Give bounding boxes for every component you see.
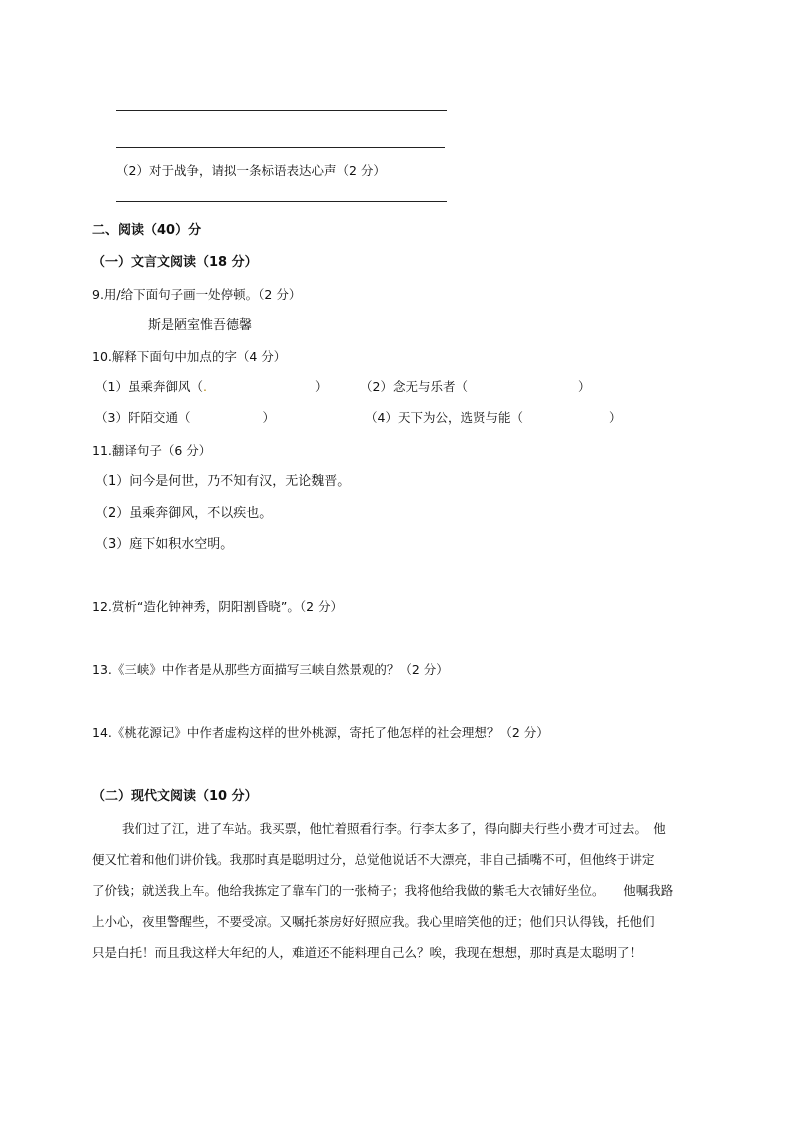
passage-line-2: 便又忙着和他们讲价钱。我那时真是聪明过分，总觉他说话不大漂亮，非自己插嘴不可，但他终于讲定 xyxy=(92,852,655,867)
passage-line-4: 上小心，夜里警醒些，不要受凉。又嘱托茶房好好照应我。我心里暗笑他的迂；他们只认得钱，托他们 xyxy=(92,914,655,929)
question-10-item-2 xyxy=(360,378,590,396)
part-heading-classical: （一）文言文阅读（18 分） xyxy=(92,255,258,270)
answer-line-3 xyxy=(116,201,447,202)
question-10-item-4 xyxy=(365,409,621,427)
question-10: 10.解释下面句中加点的字（4 分） xyxy=(92,349,287,364)
answer-line-1 xyxy=(116,110,447,111)
question-11-item-2: （2）虽乘奔御风，不以疾也。 xyxy=(95,506,273,521)
section-heading-reading: 二、阅读（40）分 xyxy=(92,223,202,238)
answer-line-2 xyxy=(116,147,445,148)
question-11-item-3: （3）庭下如积水空明。 xyxy=(95,537,234,552)
question-9-sentence: 斯是陋室惟吾德馨 xyxy=(148,318,253,333)
passage-line-5: 只是白托！而且我这样大年纪的人，难道还不能料理自己么？唉，我现在想想，那时真是太聪明了！ xyxy=(92,945,643,960)
part-heading-modern: （二）现代文阅读（10 分） xyxy=(92,789,258,804)
passage-line-3: 了价钱；就送我上车。他给我拣定了靠车门的一张椅子；我将他给我做的紫毛大衣铺好坐位。 他嘱我路 xyxy=(92,883,674,898)
question-11: 11.翻译句子（6 分） xyxy=(92,443,212,458)
question-9: 9.用/给下面句子画一处停顿。（2 分） xyxy=(92,287,302,302)
item-label: （4）天下为公，选贤与能（ xyxy=(365,410,523,425)
item-label: （2）念无与乐者（ xyxy=(360,379,468,394)
item-close: ） xyxy=(314,379,328,394)
item-close: ） xyxy=(577,379,591,394)
question-2-sub: （2）对于战争，请拟一条标语表达心声（2 分） xyxy=(116,163,386,178)
question-10-item-3 xyxy=(95,409,275,427)
question-11-item-1: （1）问今是何世，乃不知有汉，无论魏晋。 xyxy=(95,474,351,489)
question-12: 12.赏析“造化钟神秀，阴阳割昏晓”。（2 分） xyxy=(92,599,344,614)
item-label: （1）虽乘奔御风（ xyxy=(95,379,203,394)
question-13: 13.《三峡》中作者是从那些方面描写三峡自然景观的？（2 分） xyxy=(92,662,449,677)
question-10-item-1 xyxy=(95,378,327,396)
item-close: ） xyxy=(608,410,622,425)
question-14: 14.《桃花源记》中作者虚构这样的世外桃源，寄托了他怎样的社会理想？（2 分） xyxy=(92,725,549,740)
item-label: （3）阡陌交通（ xyxy=(95,410,191,425)
item-close: ） xyxy=(262,410,275,425)
passage-line-1: 我们过了江，进了车站。我买票，他忙着照看行李。行李太多了，得向脚夫行些小费才可过去。 他 xyxy=(122,821,666,836)
emphasis-dot: . xyxy=(202,379,207,394)
